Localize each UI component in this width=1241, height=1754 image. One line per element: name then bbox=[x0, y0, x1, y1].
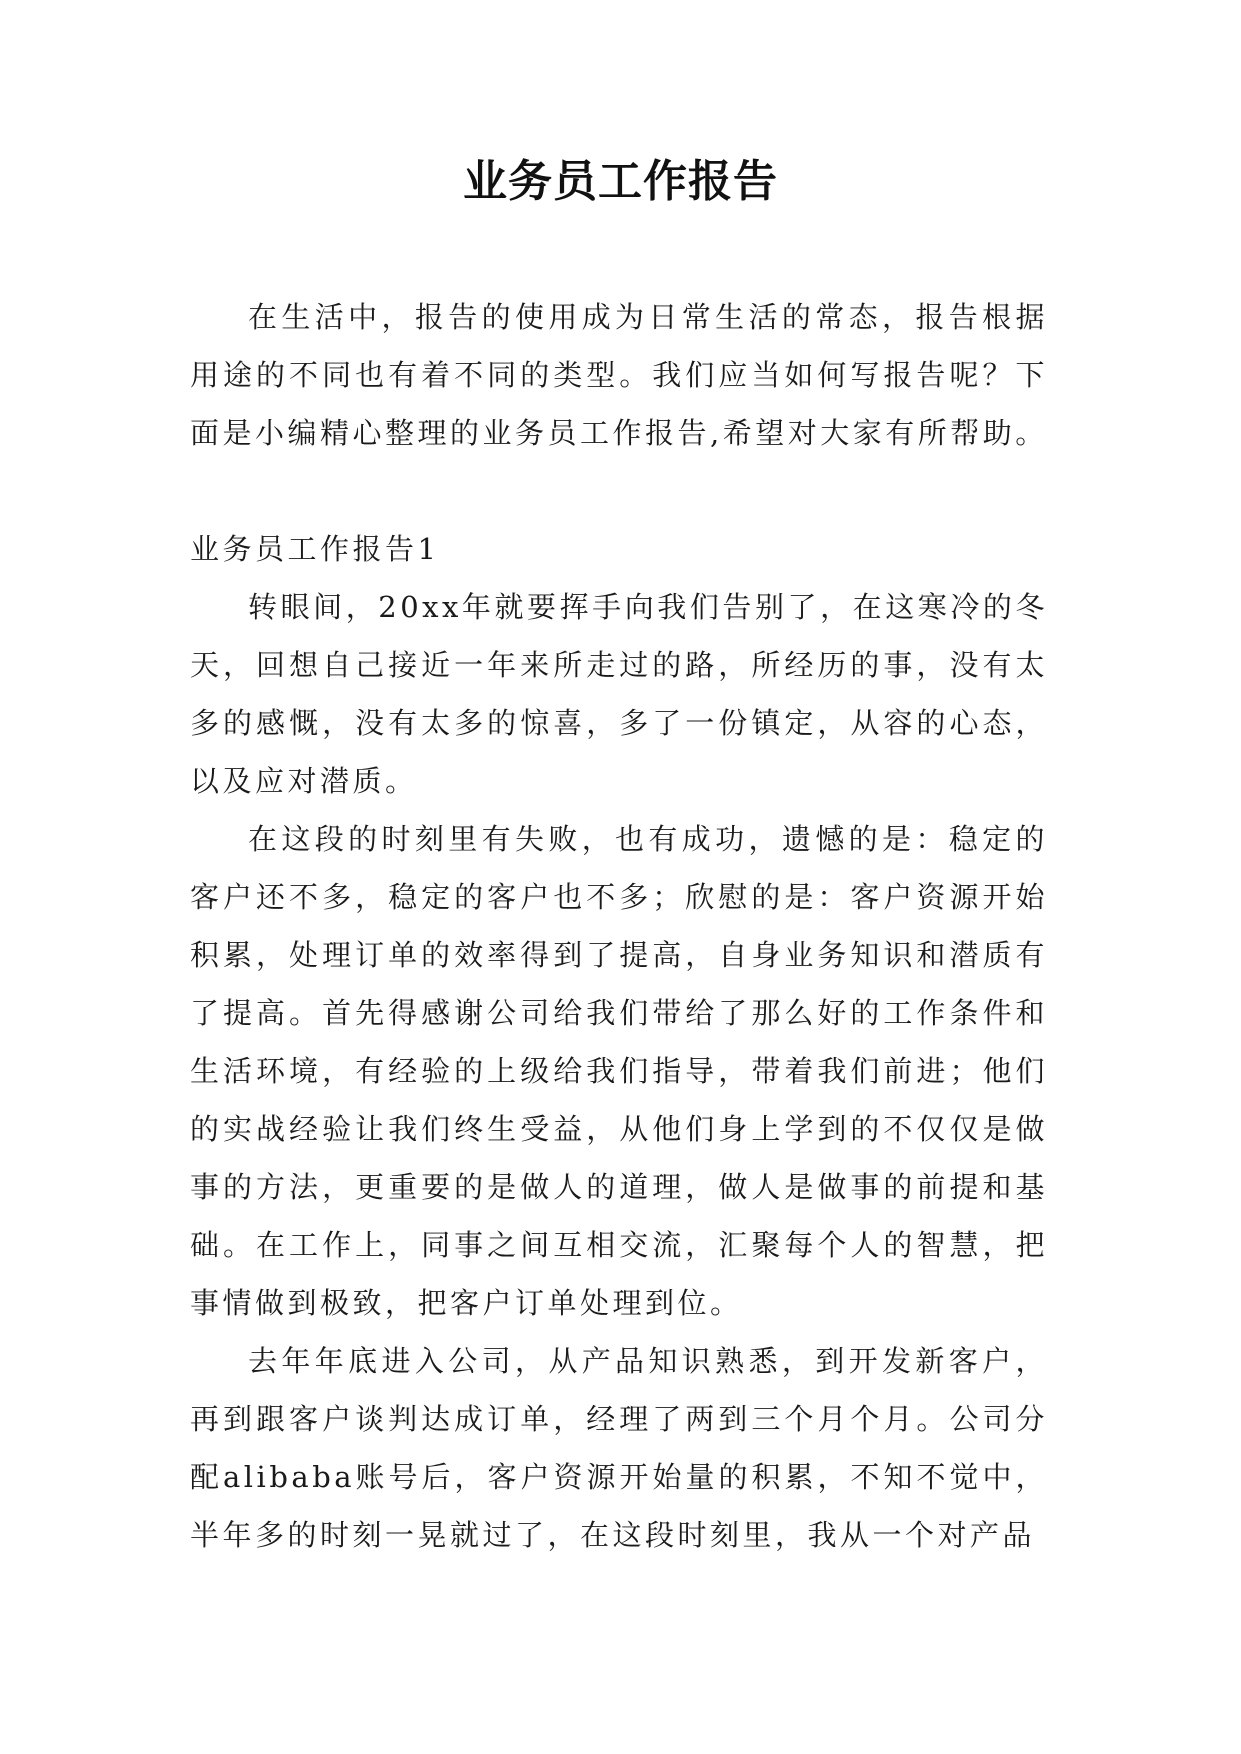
body-paragraph: 转眼间，20xx年就要挥手向我们告别了，在这寒冷的冬天，回想自己接近一年来所走过的路，所经历的事，没有太多的感慨，没有太多的惊喜，多了一份镇定，从容的心态，以及应对潜质。 bbox=[190, 590, 1048, 798]
document-title: 业务员工作报告 bbox=[463, 156, 778, 207]
body-paragraph: 去年年底进入公司，从产品知识熟悉，到开发新客户，再到跟客户谈判达成订单，经理了两到三个月个月。公司分配alibaba账号后，客户资源开始量的积累，不知不觉中，半年多的时刻一晃就过了，在这段时刻里，我从一个对产品 bbox=[190, 1344, 1048, 1552]
intro-paragraph: 在生活中，报告的使用成为日常生活的常态，报告根据用途的不同也有着不同的类型。我们应当如何写报告呢？下面是小编精心整理的业务员工作报告,希望对大家有所帮助。 bbox=[190, 300, 1048, 450]
document-body bbox=[190, 288, 1048, 1564]
body-paragraph: 在这段的时刻里有失败，也有成功，遗憾的是：稳定的客户还不多，稳定的客户也不多；欣慰的是：客户资源开始积累，处理订单的效率得到了提高，自身业务知识和潜质有了提高。首先得感谢公司给我们带给了那么好的工作条件和生活环境，有经验的上级给我们指导，带着我们前进；他们的实战经验让我们终生受益，从他们身上学到的不仅仅是做事的方法，更重要的是做人的道理，做人是做事的前提和基础。在工作上，同事之间互相交流，汇聚每个人的智慧，把事情做到极致，把客户订单处理到位。 bbox=[190, 822, 1048, 1320]
section-title: 业务员工作报告1 bbox=[190, 532, 440, 566]
